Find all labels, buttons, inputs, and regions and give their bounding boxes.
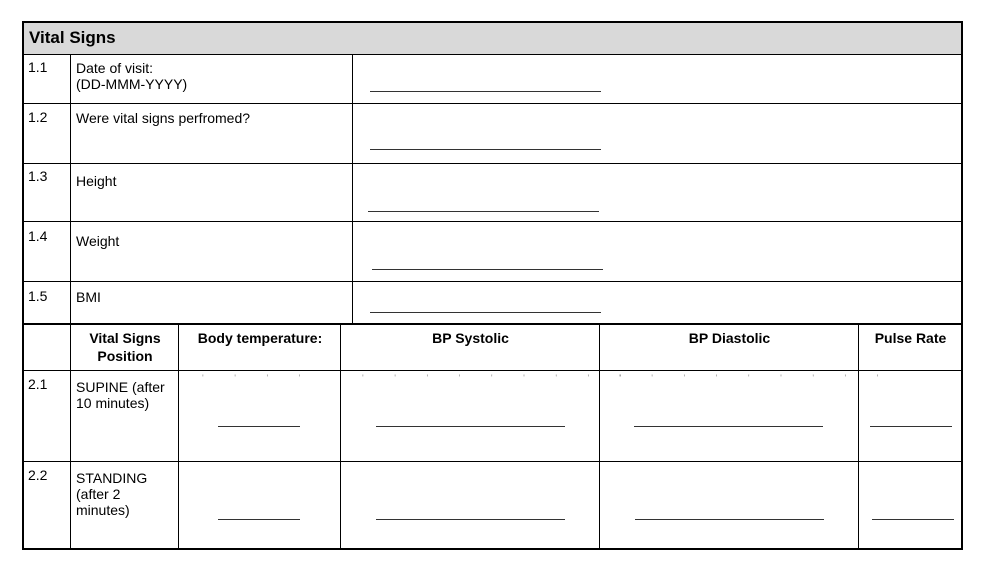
row-divider bbox=[24, 370, 961, 371]
date-of-visit-field[interactable] bbox=[370, 91, 601, 92]
column-divider bbox=[70, 55, 71, 548]
column-divider bbox=[340, 323, 341, 548]
supine-bp-diastolic-field[interactable] bbox=[634, 426, 823, 427]
height-field[interactable] bbox=[368, 211, 599, 212]
weight-field[interactable] bbox=[372, 269, 603, 270]
pulse-rate-header: Pulse Rate bbox=[874, 330, 947, 346]
row-divider bbox=[24, 323, 961, 325]
row-divider bbox=[24, 163, 961, 164]
vital-signs-performed-label: Were vital signs perfromed? bbox=[76, 110, 251, 126]
supine-label-line2: 10 minutes) bbox=[76, 395, 150, 411]
row-divider bbox=[24, 461, 961, 462]
row-number: 1.1 bbox=[28, 59, 48, 75]
standing-body-temp-field[interactable] bbox=[218, 519, 300, 520]
date-of-visit-label: Date of visit: bbox=[76, 60, 154, 76]
supine-pulse-rate-field[interactable] bbox=[870, 426, 952, 427]
bmi-label: BMI bbox=[76, 289, 101, 305]
field-guide-dots: ' ' ' ' ' ' ' ' ' bbox=[362, 373, 636, 383]
position-header-line1: Vital Signs bbox=[89, 330, 161, 346]
column-divider bbox=[858, 323, 859, 548]
column-divider bbox=[599, 323, 600, 548]
height-label: Height bbox=[76, 173, 117, 189]
supine-bp-systolic-field[interactable] bbox=[376, 426, 565, 427]
standing-label-line1: STANDING bbox=[76, 470, 148, 486]
vital-signs-form bbox=[22, 21, 963, 550]
row-number: 1.4 bbox=[28, 228, 48, 244]
row-number: 2.1 bbox=[28, 376, 48, 392]
body-temp-header: Body temperature: bbox=[197, 330, 323, 346]
row-number: 1.3 bbox=[28, 168, 48, 184]
bp-diastolic-header: BP Diastolic bbox=[688, 330, 771, 346]
vital-signs-performed-field[interactable] bbox=[370, 149, 601, 150]
standing-label-line3: minutes) bbox=[76, 502, 130, 518]
field-guide-dots: ' ' ' ' bbox=[202, 373, 315, 383]
field-guide-dots: ' ' ' ' ' ' ' ' ' bbox=[619, 373, 893, 383]
row-divider bbox=[24, 281, 961, 282]
bp-systolic-header: BP Systolic bbox=[432, 330, 509, 346]
position-header-line2: Position bbox=[97, 348, 153, 364]
row-number: 1.5 bbox=[28, 288, 48, 304]
section-title: Vital Signs bbox=[24, 23, 961, 55]
standing-bp-diastolic-field[interactable] bbox=[635, 519, 824, 520]
weight-label: Weight bbox=[76, 233, 120, 249]
date-format-label: (DD-MMM-YYYY) bbox=[76, 76, 188, 92]
column-divider bbox=[352, 55, 353, 323]
row-number: 2.2 bbox=[28, 467, 48, 483]
supine-body-temp-field[interactable] bbox=[218, 426, 300, 427]
supine-label-line1: SUPINE (after bbox=[76, 379, 165, 395]
standing-pulse-rate-field[interactable] bbox=[872, 519, 954, 520]
standing-label-line2: (after 2 bbox=[76, 486, 121, 502]
row-number: 1.2 bbox=[28, 109, 48, 125]
row-divider bbox=[24, 221, 961, 222]
standing-bp-systolic-field[interactable] bbox=[376, 519, 565, 520]
bmi-field[interactable] bbox=[370, 312, 601, 313]
row-divider bbox=[24, 103, 961, 104]
column-divider bbox=[178, 323, 179, 548]
